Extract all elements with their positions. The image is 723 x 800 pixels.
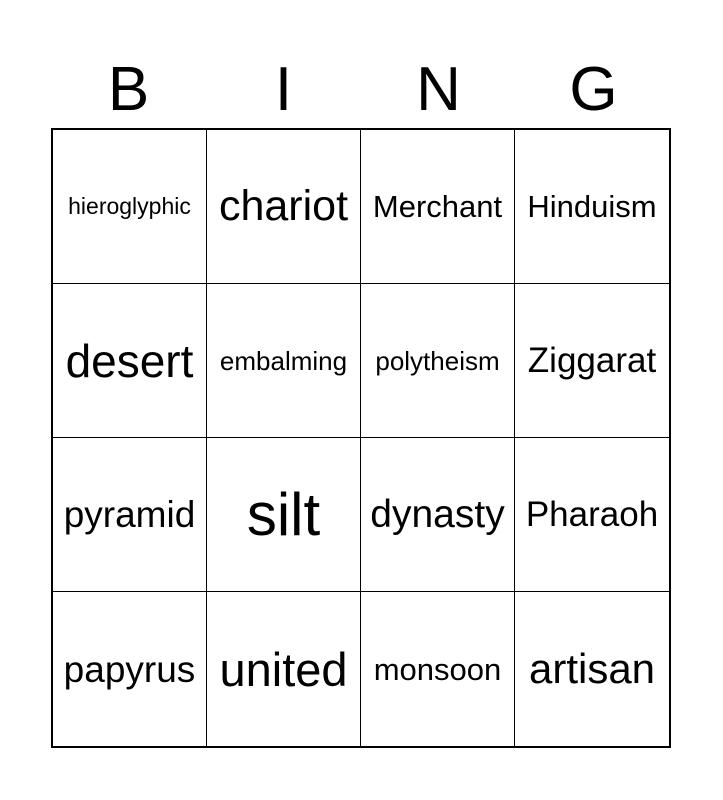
bingo-cell[interactable]: artisan (528, 645, 656, 692)
bingo-cell[interactable]: silt (207, 438, 361, 592)
bingo-cell[interactable]: Hinduism (515, 130, 669, 284)
bingo-cell[interactable]: dynasty (361, 438, 515, 592)
bingo-cell[interactable]: united (207, 592, 361, 746)
bingo-cell[interactable]: Ziggarat (515, 284, 669, 438)
bingo-cell[interactable]: Pharaoh (515, 438, 669, 592)
header-letter-g: G (569, 55, 618, 124)
bingo-cell[interactable]: polytheism (361, 284, 515, 438)
bingo-cell[interactable]: pyramid (53, 438, 207, 592)
bingo-cell[interactable]: desert (53, 284, 207, 438)
bingo-cell[interactable]: chariot (207, 130, 361, 284)
header-letter-i: I (274, 55, 293, 124)
bingo-cell[interactable]: monsoon (361, 592, 515, 746)
bingo-header (51, 52, 671, 128)
header-letter-n: N (416, 55, 461, 124)
header-letter-b: B (107, 55, 150, 124)
bingo-board (51, 128, 671, 748)
bingo-cell[interactable]: hieroglyphic (53, 130, 207, 284)
bingo-cell[interactable]: Merchant (361, 130, 515, 284)
bingo-cell[interactable]: embalming (207, 284, 361, 438)
bingo-cell[interactable]: papyrus (53, 592, 207, 746)
